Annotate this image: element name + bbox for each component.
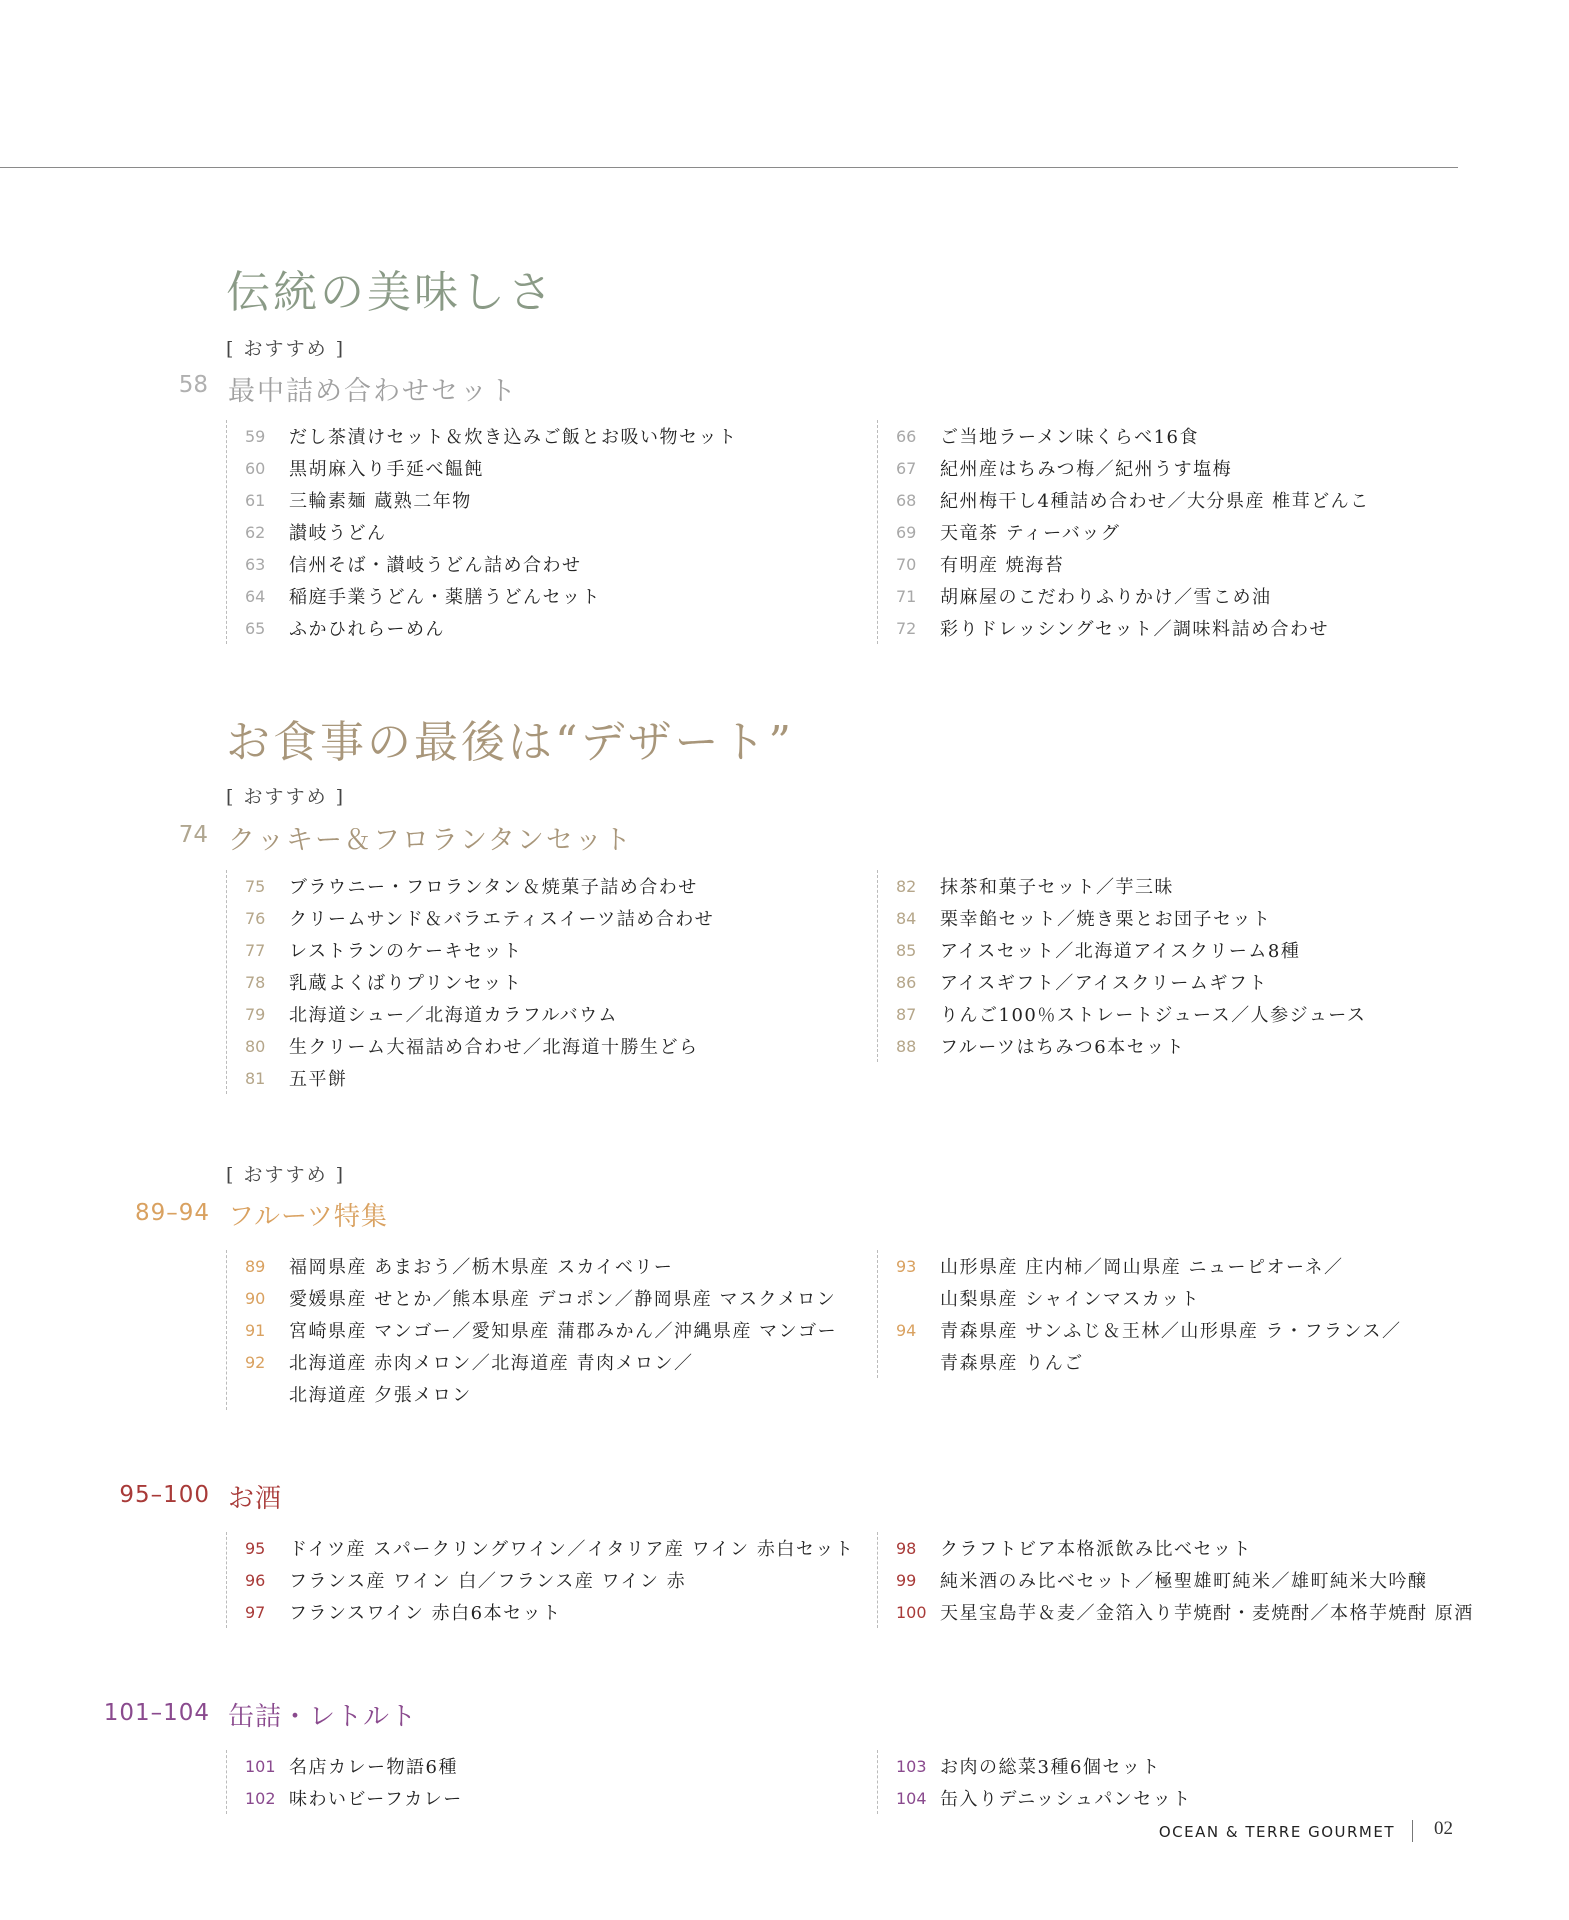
list-item — [896, 516, 1370, 548]
item-text: クラフトビア本格派飲み比べセット — [940, 1539, 1252, 1560]
list-item — [245, 902, 714, 934]
item-text: りんご100％ストレートジュース／人参ジュース — [940, 1005, 1367, 1026]
item-text: 天星宝島芋＆麦／金箔入り芋焼酎・麦焼酎／本格芋焼酎 原酒 — [940, 1603, 1474, 1624]
item-text: フランスワイン 赤白6本セット — [289, 1603, 562, 1624]
item-number: 81 — [245, 1068, 266, 1088]
item-text: 三輪素麺 蔵熟二年物 — [289, 491, 472, 512]
item-number: 66 — [896, 426, 917, 446]
item-list-right — [877, 870, 1366, 1062]
item-number: 60 — [245, 458, 266, 478]
list-item — [896, 1282, 1402, 1314]
item-number: 100 — [896, 1602, 927, 1622]
section-range-fruit: 89–94 — [134, 1200, 210, 1226]
item-number: 80 — [245, 1036, 266, 1056]
list-item — [896, 1782, 1192, 1814]
footer-brand: OCEAN & TERRE GOURMET — [1158, 1823, 1395, 1841]
featured-number: 58 — [178, 372, 208, 398]
item-number: 70 — [896, 554, 917, 574]
list-item — [896, 580, 1370, 612]
item-number: 96 — [245, 1570, 266, 1590]
item-number: 104 — [896, 1788, 927, 1808]
item-number: 103 — [896, 1756, 927, 1776]
list-item — [245, 1782, 463, 1814]
item-text: 乳蔵よくばりプリンセット — [289, 973, 523, 994]
item-list-left — [226, 1750, 463, 1814]
item-list-left — [226, 1250, 837, 1410]
item-text: 缶入りデニッシュパンセット — [940, 1789, 1192, 1810]
item-number: 102 — [245, 1788, 276, 1808]
recommend-label: [ おすすめ ] — [226, 338, 346, 360]
item-text: フルーツはちみつ6本セット — [940, 1037, 1186, 1058]
item-number: 95 — [245, 1538, 266, 1558]
item-number: 69 — [896, 522, 917, 542]
item-text: 五平餅 — [289, 1069, 348, 1090]
item-number: 91 — [245, 1320, 266, 1340]
item-text: 北海道産 赤肉メロン／北海道産 青肉メロン／ — [289, 1353, 694, 1374]
list-item — [245, 1378, 837, 1410]
list-item — [245, 1062, 714, 1094]
list-item — [245, 1314, 837, 1346]
section-heading-tradition: 伝統の美味しさ — [226, 267, 555, 318]
list-item — [245, 484, 738, 516]
item-text: ふかひれらーめん — [289, 619, 445, 640]
list-item — [896, 420, 1370, 452]
section-title-canned: 缶詰・レトルト — [228, 1702, 418, 1732]
item-text: 純米酒のみ比べセット／極聖雄町純米／雄町純米大吟醸 — [940, 1571, 1428, 1592]
item-list-right — [877, 1250, 1402, 1378]
list-item — [245, 580, 738, 612]
list-item — [896, 452, 1370, 484]
item-text: ブラウニー・フロランタン＆焼菓子詰め合わせ — [289, 877, 698, 898]
list-item — [896, 1532, 1474, 1564]
list-item — [245, 1564, 854, 1596]
item-number: 86 — [896, 972, 917, 992]
top-rule — [0, 167, 1458, 168]
item-text: 北海道産 夕張メロン — [289, 1385, 472, 1406]
item-number: 65 — [245, 618, 266, 638]
item-text: レストランのケーキセット — [289, 941, 523, 962]
list-item — [896, 1314, 1402, 1346]
item-text: 天竜茶 ティーバッグ — [940, 523, 1121, 544]
item-number: 93 — [896, 1256, 917, 1276]
item-text: アイスセット／北海道アイスクリーム8種 — [940, 941, 1301, 962]
recommend-label: [ おすすめ ] — [226, 786, 346, 808]
item-text: クリームサンド＆バラエティスイーツ詰め合わせ — [289, 909, 715, 930]
list-item — [896, 1564, 1474, 1596]
list-item — [896, 612, 1370, 644]
item-list-left — [226, 870, 714, 1094]
footer-divider — [1412, 1820, 1413, 1842]
item-text: 信州そば・讃岐うどん詰め合わせ — [289, 555, 582, 576]
page-number: 02 — [1434, 1818, 1453, 1839]
item-text: 紀州梅干し4種詰め合わせ／大分県産 椎茸どんこ — [940, 491, 1370, 512]
item-text: 栗幸餡セット／焼き栗とお団子セット — [940, 909, 1272, 930]
item-text: 紀州産はちみつ梅／紀州うす塩梅 — [940, 459, 1233, 480]
item-number: 90 — [245, 1288, 266, 1308]
list-item — [896, 484, 1370, 516]
list-item — [245, 1750, 463, 1782]
list-item — [245, 1596, 854, 1628]
item-text: 名店カレー物語6種 — [289, 1757, 458, 1778]
item-text: 黒胡麻入り手延べ饂飩 — [289, 459, 484, 480]
item-number: 98 — [896, 1538, 917, 1558]
item-number: 79 — [245, 1004, 266, 1024]
list-item — [245, 516, 738, 548]
item-number: 61 — [245, 490, 266, 510]
item-number: 87 — [896, 1004, 917, 1024]
item-text: 福岡県産 あまおう／栃木県産 スカイベリー — [289, 1257, 674, 1278]
list-item — [245, 1250, 837, 1282]
list-item — [896, 902, 1366, 934]
item-text: アイスギフト／アイスクリームギフト — [940, 973, 1268, 994]
item-text: ドイツ産 スパークリングワイン／イタリア産 ワイン 赤白セット — [289, 1539, 855, 1560]
section-title-sake: お酒 — [228, 1484, 283, 1514]
list-item — [896, 1030, 1366, 1062]
list-item — [896, 1346, 1402, 1378]
featured-number: 74 — [178, 822, 208, 848]
item-text: だし茶漬けセット＆炊き込みご飯とお吸い物セット — [289, 427, 738, 448]
list-item — [245, 998, 714, 1030]
item-text: 生クリーム大福詰め合わせ／北海道十勝生どら — [289, 1037, 699, 1058]
item-text: 北海道シュー／北海道カラフルバウム — [289, 1005, 618, 1026]
item-number: 82 — [896, 876, 917, 896]
item-number: 76 — [245, 908, 266, 928]
item-number: 92 — [245, 1352, 266, 1372]
item-text: ご当地ラーメン味くらべ16食 — [940, 427, 1200, 448]
featured-title: 最中詰め合わせセット — [228, 376, 518, 407]
item-text: 愛媛県産 せとか／熊本県産 デコポン／静岡県産 マスクメロン — [289, 1289, 837, 1310]
list-item — [245, 452, 738, 484]
section-range-canned: 101–104 — [103, 1700, 210, 1726]
item-number: 94 — [896, 1320, 917, 1340]
item-number: 84 — [896, 908, 917, 928]
item-text: 山形県産 庄内柿／岡山県産 ニューピオーネ／ — [940, 1257, 1344, 1278]
item-number: 68 — [896, 490, 917, 510]
item-number: 88 — [896, 1036, 917, 1056]
list-item — [245, 1346, 837, 1378]
item-number: 75 — [245, 876, 266, 896]
item-number: 101 — [245, 1756, 276, 1776]
list-item — [896, 966, 1366, 998]
item-text: 青森県産 サンふじ＆王林／山形県産 ラ・フランス／ — [940, 1321, 1402, 1342]
list-item — [245, 1532, 854, 1564]
list-item — [245, 612, 738, 644]
recommend-label: [ おすすめ ] — [226, 1164, 346, 1186]
item-number: 71 — [896, 586, 917, 606]
item-text: フランス産 ワイン 白／フランス産 ワイン 赤 — [289, 1571, 687, 1592]
item-list-left — [226, 420, 738, 644]
item-number: 78 — [245, 972, 266, 992]
featured-title: クッキー＆フロランタンセット — [228, 825, 633, 856]
item-text: 宮崎県産 マンゴー／愛知県産 蒲郡みかん／沖縄県産 マンゴー — [289, 1321, 838, 1342]
list-item — [245, 934, 714, 966]
item-list-right — [877, 420, 1370, 644]
section-title-fruit: フルーツ特集 — [228, 1202, 388, 1232]
item-list-left — [226, 1532, 854, 1628]
list-item — [245, 966, 714, 998]
section-heading-dessert: お食事の最後は“デザート” — [226, 717, 794, 768]
item-text: 青森県産 りんご — [940, 1353, 1084, 1374]
item-number: 72 — [896, 618, 917, 638]
item-text: 彩りドレッシングセット／調味料詰め合わせ — [940, 619, 1330, 640]
section-range-sake: 95–100 — [119, 1482, 210, 1508]
list-item — [896, 870, 1366, 902]
item-text: 胡麻屋のこだわりふりかけ／雪こめ油 — [940, 587, 1272, 608]
list-item — [896, 1596, 1474, 1628]
list-item — [896, 998, 1366, 1030]
item-number: 62 — [245, 522, 266, 542]
list-item — [245, 1282, 837, 1314]
item-number: 85 — [896, 940, 917, 960]
item-text: 讃岐うどん — [289, 523, 387, 544]
item-text: 抹茶和菓子セット／芋三昧 — [940, 877, 1174, 898]
list-item — [245, 1030, 714, 1062]
list-item — [896, 548, 1370, 580]
list-item — [896, 934, 1366, 966]
item-list-right — [877, 1750, 1192, 1814]
list-item — [245, 420, 738, 452]
item-text: 有明産 焼海苔 — [940, 555, 1065, 576]
list-item — [245, 548, 738, 580]
item-number: 97 — [245, 1602, 266, 1622]
item-text: 味わいビーフカレー — [289, 1789, 463, 1810]
item-number: 99 — [896, 1570, 917, 1590]
item-list-right — [877, 1532, 1474, 1628]
item-number: 77 — [245, 940, 266, 960]
list-item — [896, 1750, 1192, 1782]
list-item — [245, 870, 714, 902]
item-number: 59 — [245, 426, 266, 446]
item-text: 山梨県産 シャインマスカット — [940, 1289, 1201, 1310]
item-number: 67 — [896, 458, 917, 478]
item-number: 63 — [245, 554, 266, 574]
item-number: 64 — [245, 586, 266, 606]
item-text: お肉の総菜3種6個セット — [940, 1757, 1161, 1778]
list-item — [896, 1250, 1402, 1282]
item-number: 89 — [245, 1256, 266, 1276]
item-text: 稲庭手業うどん・薬膳うどんセット — [289, 587, 601, 608]
